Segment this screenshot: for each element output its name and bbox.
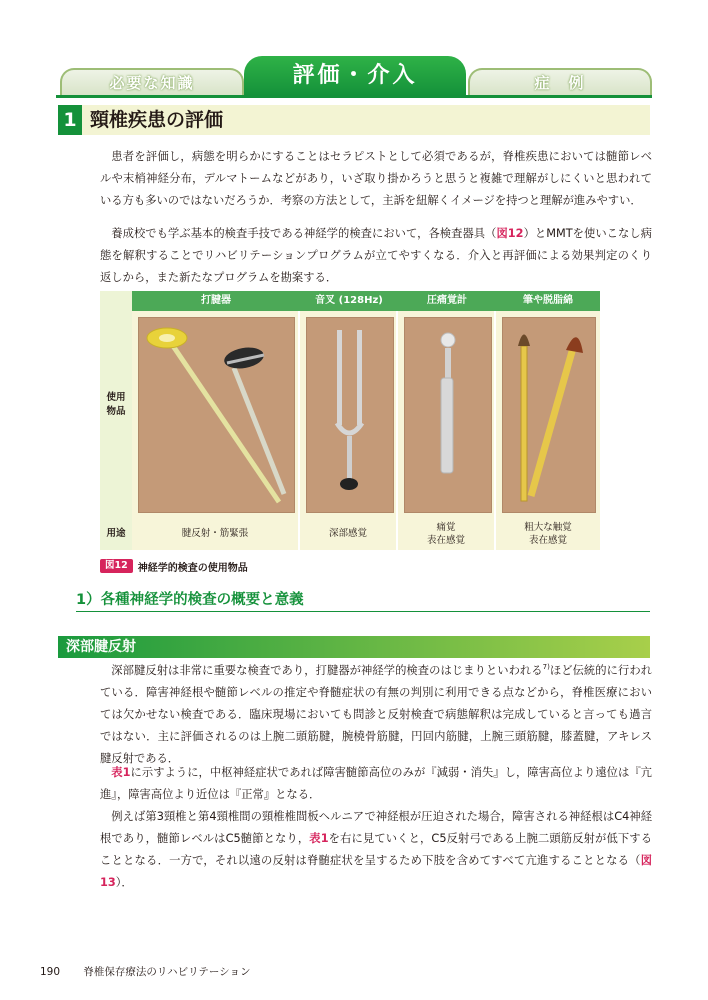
body-p3-text-c: ）． [115,876,133,889]
divider [396,311,398,550]
chapter-tabs [0,0,708,100]
usage-hammer: 腱反射・筋緊張 [132,517,298,550]
body-paragraph-3 [100,806,652,894]
body-paragraph-2 [100,762,652,806]
figure-12-table [100,291,600,550]
row-label-usage: 用途 [100,517,132,550]
figure-caption-text: 神経学的検査の使用物品 [137,562,248,574]
tuning-fork-photo [306,317,394,513]
page-number: 190 [40,966,61,978]
divider [494,311,496,550]
column-header-pain-meter: 圧痛覚計 [398,291,496,311]
figure-13-ref[interactable]: 図13 [100,854,652,889]
pain-meter-photo [404,317,492,513]
usage-pain-meter: 痛覚 表在感覚 [398,517,494,550]
body-paragraph-1 [100,660,652,770]
reflex-hammer-icon [139,318,294,512]
topic-heading: 深部腱反射 [58,636,650,658]
figure-12-caption [100,559,248,573]
table-1-ref[interactable]: 表1 [309,832,329,845]
body-p3-text-a: 例えば第3頸椎と第4頸椎間の頸椎椎間板ヘルニアで神経根が圧迫された場合，障害される神経根はC4神経根であり，髄節レベルはC5髄節となり， [100,810,652,845]
section-number: 1 [58,105,82,135]
body-p3-text-b: を右に見ていくと，C5反射弓である上腕二頭筋反射が低下することとなる．一方で，それ以遠の反射は脊髄症状を呈するため下肢を含めてすべて亢進することとなる（ [100,832,652,867]
body-p2-text: に示すように，中枢神経症状であれば障害髄節高位のみが『減弱・消失』し，障害高位より遠位は『亢進』，障害高位より近位は『正常』となる． [100,766,652,801]
section-heading [58,105,650,135]
section-title: 頸椎疾患の評価 [90,109,224,131]
column-header-tuning-fork: 音叉 (128Hz) [300,291,398,311]
intro-p2-text-b: ）とMMTを使いこなし病態を解釈することでリハビリテーションプログラムが立てやすくなる．介入と再評価による効果判定のくり返しから，また新たなプログラムを勘案する． [100,227,652,284]
intro-p1-text: 患者を評価し，病態を明らかにすることはセラピストとして必須であるが，脊椎疾患においては髄節レベルや末梢神経分布，デルマトームなどがあり，いざ取り掛かろうと思うと複雑で理解がしにくいと思われている方も多いのではないだろうか．考察の方法として，主訴を紐解くイメージを持つと理解が進みやすい． [100,150,652,207]
tab-required-knowledge[interactable]: 必要な知識 [60,68,244,97]
book-title: 脊椎保存療法のリハビリテーション [83,966,251,978]
figure-12-ref[interactable]: 図12 [496,227,524,240]
row-label-items: 使用 物品 [100,391,132,421]
page-footer [40,964,270,979]
intro-paragraph-1 [100,146,652,212]
figure-caption-number: 図12 [100,559,133,573]
brush-photo [502,317,596,513]
table-1-ref[interactable]: 表1 [111,766,131,779]
pain-meter-icon [405,318,491,512]
tab-underline [56,95,652,98]
usage-brush: 粗大な触覚 表在感覚 [496,517,600,550]
subsection-heading: 1）各種神経学的検査の概要と意義 [76,589,650,612]
intro-paragraph-2 [100,223,652,289]
tab-evaluation-intervention[interactable]: 評価・介入 [244,56,466,96]
tuning-fork-icon [307,318,393,512]
usage-tuning-fork: 深部感覚 [300,517,396,550]
reference-7[interactable]: 7) [542,663,550,672]
column-header-hammer: 打腱器 [132,291,300,311]
column-header-brush: 筆や脱脂綿 [496,291,600,311]
body-p1-text-b: ほど伝統的に行われている．障害神経根や髄節レベルの推定や脊髄症状の有無の判別に利用できる点などから，脊椎医療においては欠かせない検査である．臨床現場においても問診と反射検査で病態解釈は完成していると言っても過言ではない．主に評価されるのは上腕二頭筋腱，腕橈骨筋腱，円回内筋腱，上腕三頭筋腱，膝蓋腱，アキレス腱反射である． [100,664,652,765]
reflex-hammer-photo [138,317,295,513]
body-p1-text-a: 深部腱反射は非常に重要な検査であり，打腱器が神経学的検査のはじまりといわれる [111,664,543,677]
divider [298,311,300,550]
brush-icon [503,318,595,512]
intro-p2-text-a: 養成校でも学ぶ基本的検査手技である神経学的検査において，各検査器具（ [111,227,497,240]
tab-case[interactable]: 症 例 [468,68,652,97]
